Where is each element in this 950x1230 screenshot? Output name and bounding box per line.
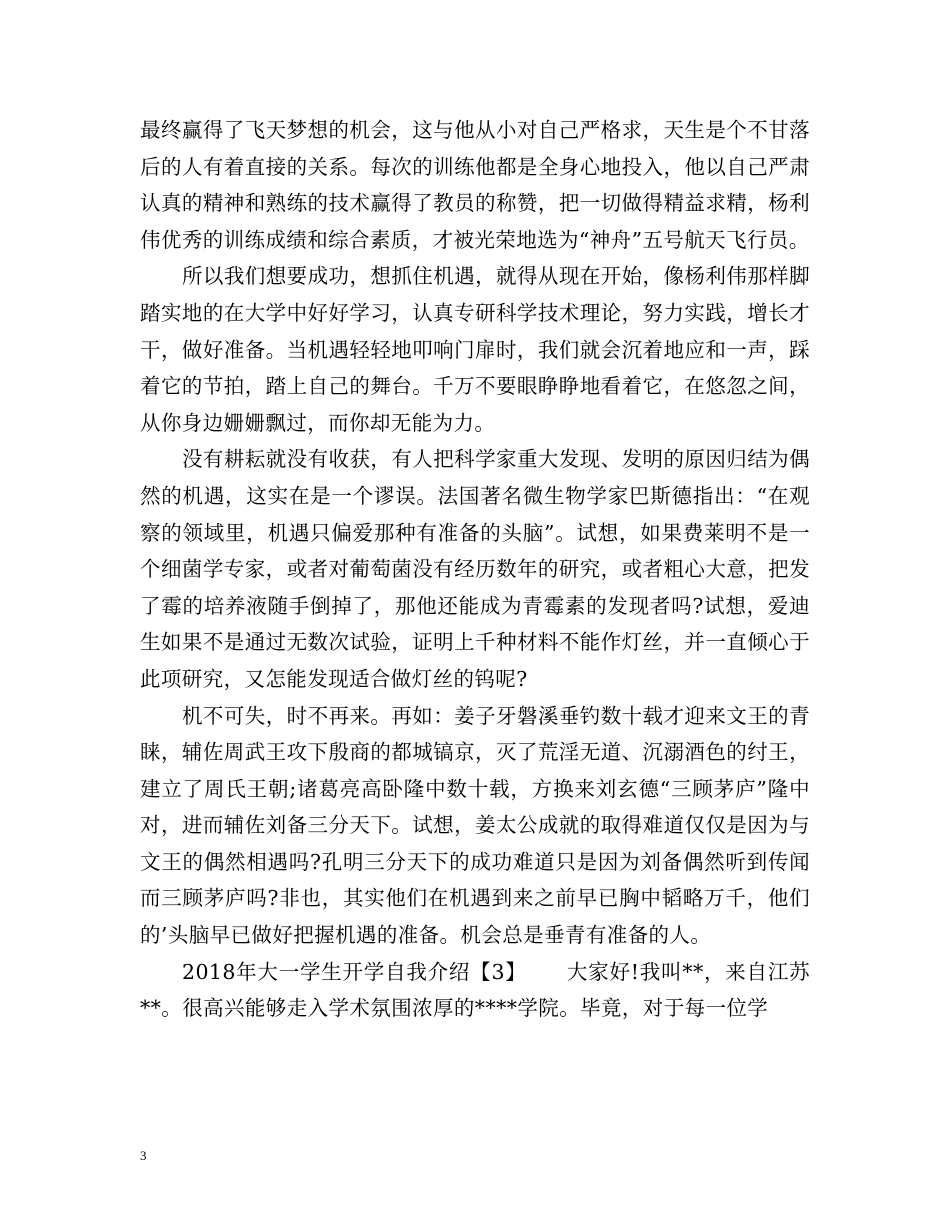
paragraph-3: 没有耕耘就没有收获，有人把科学家重大发现、发明的原因归结为偶然的机遇，这实在是一个谬误。法国著名微生物学家巴斯德指出：“在观察的领域里，机遇只偏爱那种有准备的头脑”。试想，如果费莱明不是一个细菌学专家，或者对葡萄菌没有经历数年的研究，或者粗心大意，把发了霉的培养液随手倒掉了，那他还能成为青霉素的发现者吗?试想，爱迪生如果不是通过无数次试验，证明上千种材料不能作灯丝，并一直倾心于此项研究，又怎能发现适合做灯丝的钨呢? <box>140 447 810 691</box>
paragraph-1: 最终赢得了飞天梦想的机会，这与他从小对自己严格求，天生是个不甘落后的人有着直接的关系。每次的训练他都是全身心地投入，他以自己严肃认真的精神和熟练的技术赢得了教员的称赞，把一切做得精益求精，杨利伟优秀的训练成绩和综合素质，才被光荣地选为“神舟”五号航天飞行员。 <box>140 118 810 252</box>
page-number: 3 <box>140 1148 147 1163</box>
paragraph-2: 所以我们想要成功，想抓住机遇，就得从现在开始，像杨利伟那样脚踏实地的在大学中好好学习，认真专研科学技术理论，努力实践，增长才干，做好准备。当机遇轻轻地叩响门扉时，我们就会沉着地应和一声，踩着它的节拍，踏上自己的舞台。千万不要眼睁睁地看着它，在悠忽之间，从你身边姗姗飘过，而你却无能为力。 <box>140 264 810 435</box>
paragraph-4: 机不可失，时不再来。再如：姜子牙磐溪垂钓数十载才迎来文王的青睐，辅佐周武王攻下殷商的都城镐京，灭了荒淫无道、沉溺酒色的纣王，建立了周氏王朝;诸葛亮高卧隆中数十载，方换来刘玄德“三顾茅庐”隆中对，进而辅佐刘备三分天下。试想，姜太公成就的取得难道仅仅是因为与文王的偶然相遇吗?孔明三分天下的成功难道只是因为刘备偶然听到传闻而三顾茅庐吗?非也，其实他们在机遇到来之前早已胸中韬略万千，他们的’头脑早已做好把握机遇的准备。机会总是垂青有准备的人。 <box>140 703 810 948</box>
paragraph-5 <box>140 954 810 1027</box>
paragraph-5-text: 大家好!我叫**，来自江苏**。很高兴能够走入学术氛围浓厚的****学院。毕竟，对于每一位学 <box>140 959 810 1021</box>
document-body <box>140 112 810 1027</box>
section-heading-inline: 2018年大一学生开学自我介绍【3】 <box>182 959 527 984</box>
